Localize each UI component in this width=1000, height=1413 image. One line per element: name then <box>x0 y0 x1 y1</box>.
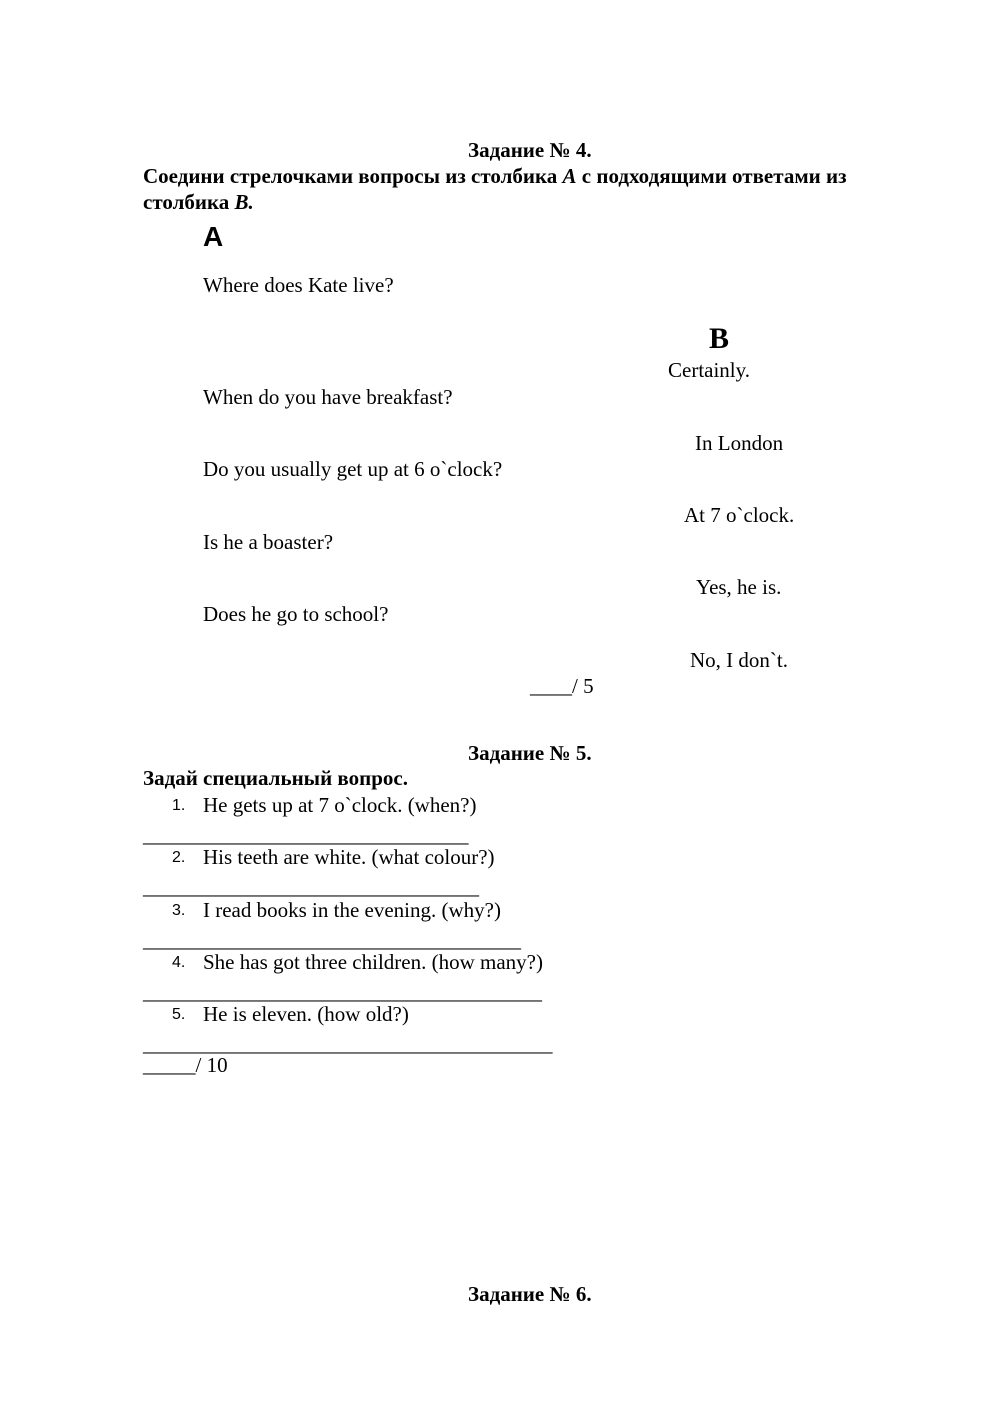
task4-instruction-b: В. <box>234 190 254 214</box>
item-1-answer-line: _______________________________ <box>143 823 469 847</box>
column-a-heading: A <box>203 221 224 252</box>
question-3: Do you usually get up at 6 o`clock? <box>203 457 503 481</box>
item-2-text: His teeth are white. (what colour?) <box>203 845 495 869</box>
column-b-heading: B <box>709 322 730 355</box>
item-4-number: 4. <box>172 954 186 971</box>
task4-instruction-line2-part1: столбика <box>143 190 235 214</box>
answer-4: Yes, he is. <box>696 575 782 599</box>
item-5-text: He is eleven. (how old?) <box>203 1002 409 1026</box>
item-1-text: He gets up at 7 o`clock. (when?) <box>203 793 477 817</box>
item-1-number: 1. <box>172 797 186 814</box>
task6-title: Задание № 6. <box>468 1282 592 1306</box>
answer-2: In London <box>695 431 784 455</box>
question-2: When do you have breakfast? <box>203 385 453 409</box>
answer-1: Certainly. <box>668 358 751 382</box>
task4-instruction-part1: Соедини стрелочками вопросы из столбика <box>143 164 563 188</box>
item-5-answer-line: _______________________________________ <box>143 1032 553 1056</box>
item-5-number: 5. <box>172 1006 186 1023</box>
task5-title: Задание № 5. <box>468 741 592 765</box>
item-3-answer-line: ____________________________________ <box>143 928 521 952</box>
question-1: Where does Kate live? <box>203 273 394 297</box>
item-4-text: She has got three children. (how many?) <box>203 950 543 974</box>
answer-3: At 7 o`clock. <box>684 503 795 527</box>
item-3-text: I read books in the evening. (why?) <box>203 898 501 922</box>
item-4-answer-line: ______________________________________ <box>143 980 542 1004</box>
item-3-number: 3. <box>172 902 186 919</box>
task4-score: ____/ 5 <box>530 674 594 698</box>
task4-instruction-a: А <box>562 164 577 188</box>
item-2-answer-line: ________________________________ <box>143 875 479 899</box>
task5-score: _____/ 10 <box>143 1053 228 1077</box>
task4-instruction-line1 <box>143 166 847 187</box>
item-2-number: 2. <box>172 849 186 866</box>
task5-instruction: Задай специальный вопрос. <box>143 766 408 790</box>
task4-title: Задание № 4. <box>468 138 592 162</box>
answer-5: No, I don`t. <box>690 648 788 672</box>
question-5: Does he go to school? <box>203 602 389 626</box>
question-4: Is he a boaster? <box>203 530 334 554</box>
task4-instruction-line2 <box>143 192 254 213</box>
task4-instruction-part2: с подходящими ответами из <box>576 164 847 188</box>
